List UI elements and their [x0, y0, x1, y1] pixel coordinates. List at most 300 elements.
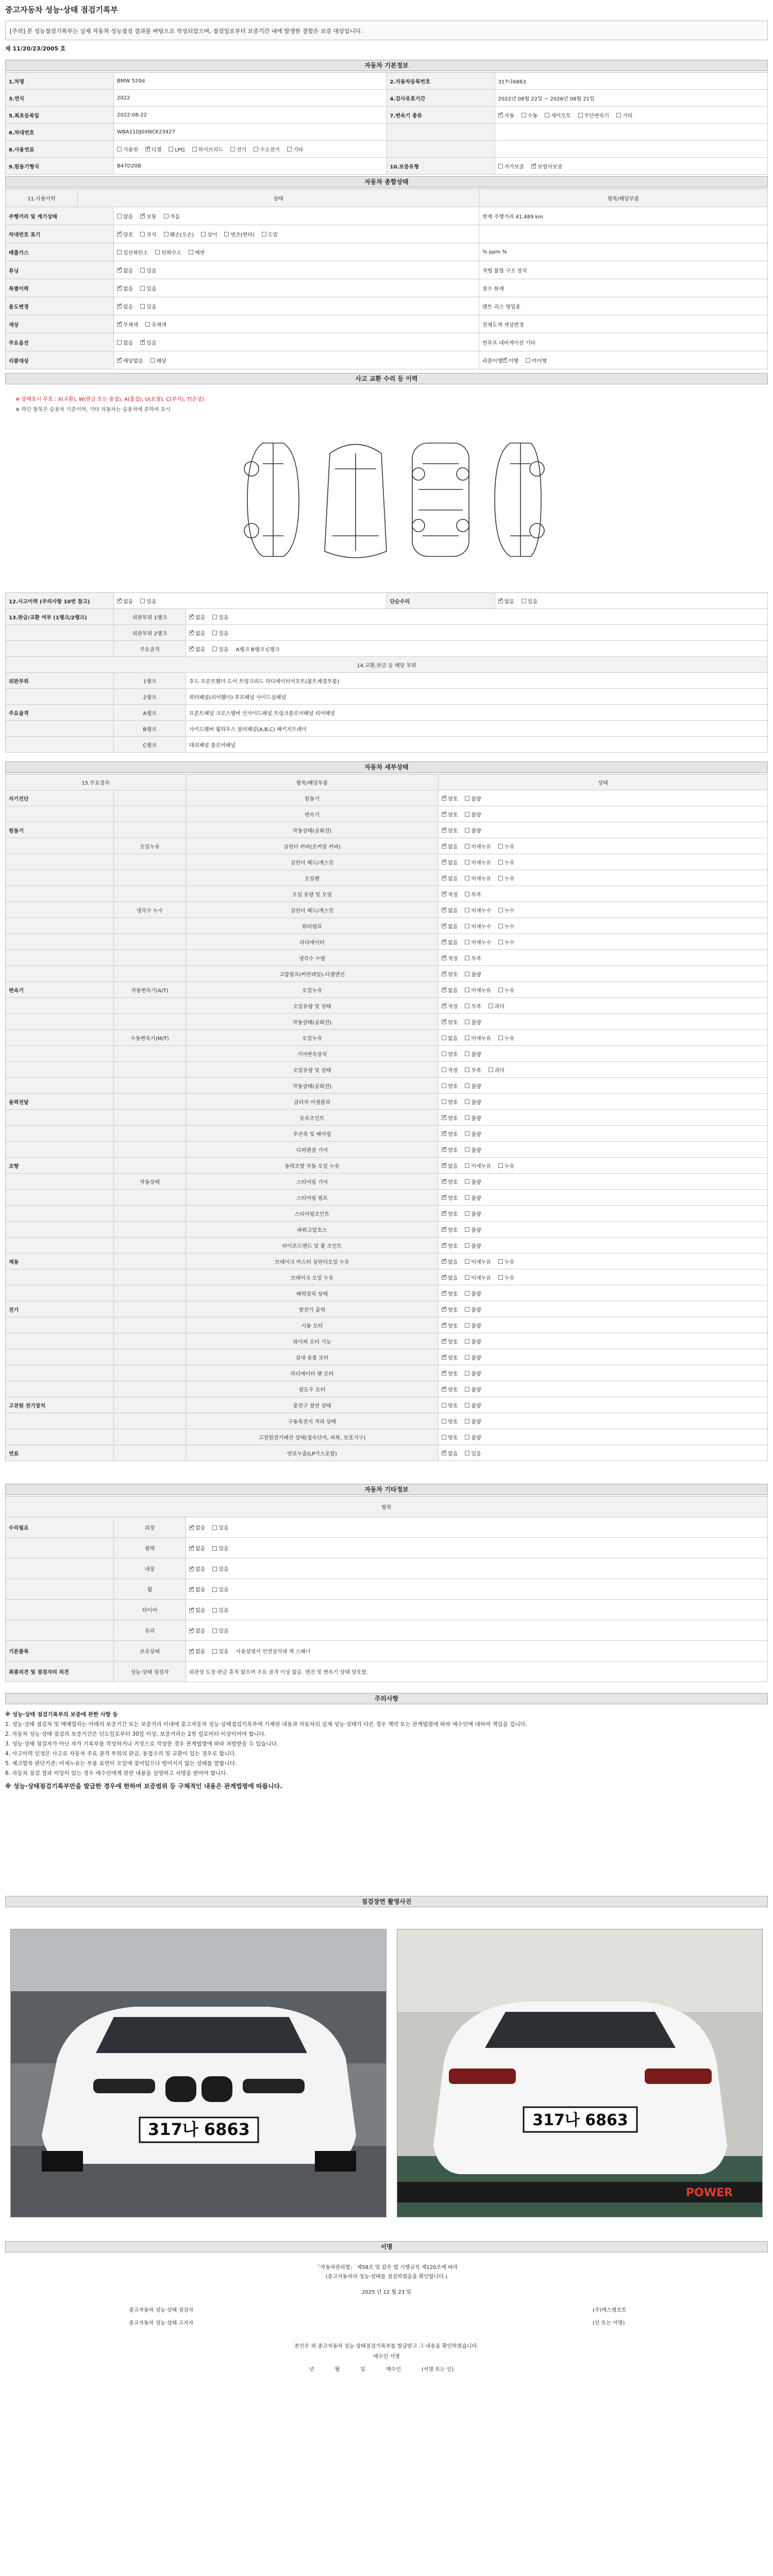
checkbox[interactable] — [465, 1387, 469, 1392]
checkbox[interactable] — [442, 1259, 446, 1264]
checkbox[interactable] — [465, 1451, 469, 1455]
checkbox[interactable] — [442, 1275, 446, 1280]
detail-option[interactable]: ✓ 양호 — [442, 1148, 458, 1154]
checkbox[interactable] — [465, 1323, 469, 1328]
checkbox[interactable] — [465, 1291, 469, 1296]
checkbox[interactable] — [498, 876, 503, 880]
checkbox[interactable] — [442, 1355, 446, 1360]
other-option[interactable]: 있음 — [212, 1587, 228, 1593]
detail-option[interactable]: 불량 — [465, 1435, 481, 1441]
warranty-option[interactable]: 자가보증 — [498, 164, 525, 170]
checkbox[interactable] — [155, 250, 160, 255]
checkbox[interactable] — [465, 1099, 469, 1104]
detail-option[interactable]: ✓ 양호 — [442, 1355, 458, 1361]
detail-option[interactable]: 불량 — [465, 828, 481, 834]
detail-option[interactable]: 양호 — [442, 1403, 458, 1409]
detail-option[interactable]: 양호 — [442, 1052, 458, 1058]
checkbox[interactable] — [189, 615, 194, 619]
detail-option[interactable]: ✓ 양호 — [442, 1324, 458, 1329]
general-option[interactable]: 도말 — [262, 232, 278, 238]
checkbox[interactable] — [117, 214, 122, 218]
transmission-option[interactable]: 무단변속기 — [578, 113, 609, 119]
fuel-option[interactable]: 전기 — [230, 147, 246, 153]
detail-option[interactable]: 불량 — [465, 1371, 481, 1377]
detail-option[interactable]: 불량 — [465, 1052, 481, 1058]
detail-option[interactable]: ✓ 없음 — [442, 1276, 458, 1281]
checkbox[interactable] — [212, 631, 217, 635]
checkbox[interactable] — [465, 1067, 469, 1072]
checkbox[interactable] — [189, 1546, 194, 1551]
checkbox[interactable] — [189, 1567, 194, 1571]
checkbox[interactable] — [442, 1115, 446, 1120]
checkbox[interactable] — [442, 1387, 446, 1392]
other-option[interactable]: 있음 — [212, 1608, 228, 1614]
detail-option[interactable]: ✓ 없음 — [442, 1451, 458, 1457]
checkbox[interactable] — [442, 1195, 446, 1200]
fuel-option[interactable]: 가솔린 — [117, 147, 138, 153]
checkbox[interactable] — [465, 844, 469, 849]
detail-option[interactable]: 누유 — [498, 1164, 514, 1170]
detail-option[interactable]: ✓ 없음 — [442, 988, 458, 994]
transmission-option[interactable]: ✓ 자동 — [498, 113, 514, 119]
checkbox[interactable] — [465, 1083, 469, 1088]
fuel-option[interactable]: LPG — [169, 147, 184, 153]
checkbox[interactable] — [498, 844, 503, 849]
checkbox[interactable] — [498, 988, 503, 992]
detail-option[interactable]: 양호 — [442, 1435, 458, 1441]
detail-option[interactable]: 미세누유 — [465, 1164, 491, 1170]
checkbox[interactable] — [140, 286, 145, 291]
detail-option[interactable]: ✓ 양호 — [442, 1212, 458, 1217]
checkbox[interactable] — [117, 322, 122, 327]
checkbox[interactable] — [442, 924, 446, 928]
detail-option[interactable]: 누수 — [498, 924, 514, 930]
general-option[interactable]: ✓ 있음 — [140, 341, 156, 346]
detail-option[interactable]: ✓ 양호 — [442, 1116, 458, 1122]
checkbox[interactable] — [442, 956, 446, 960]
checkbox[interactable] — [164, 214, 169, 218]
general-option[interactable]: 있음 — [140, 268, 156, 274]
fuel-option[interactable]: 기타 — [287, 147, 303, 153]
checkbox[interactable] — [212, 1608, 217, 1613]
checkbox[interactable] — [189, 1608, 194, 1613]
checkbox[interactable] — [442, 1083, 446, 1088]
checkbox[interactable] — [465, 1131, 469, 1136]
detail-option[interactable]: 양호 — [442, 1100, 458, 1106]
general-option[interactable]: 유채색 — [145, 323, 166, 328]
checkbox[interactable] — [442, 1179, 446, 1184]
detail-option[interactable]: 불량 — [465, 1116, 481, 1122]
general-option[interactable]: ✓ 없음 — [117, 286, 133, 292]
accident-option[interactable]: ✓ 없음 — [189, 631, 205, 637]
checkbox[interactable] — [578, 113, 583, 117]
fuel-option[interactable]: 수소전기 — [254, 147, 280, 153]
repair-option[interactable]: 있음 — [522, 599, 537, 605]
checkbox[interactable] — [254, 147, 258, 151]
checkbox[interactable] — [442, 844, 446, 849]
detail-option[interactable]: 과다 — [489, 1004, 505, 1010]
general-option[interactable]: 많음 — [117, 214, 133, 220]
other-option[interactable]: 있음 — [212, 1567, 228, 1572]
checkbox[interactable] — [465, 1115, 469, 1120]
detail-option[interactable]: 불량 — [465, 1180, 481, 1185]
checkbox[interactable] — [465, 892, 469, 896]
checkbox[interactable] — [465, 1211, 469, 1216]
checkbox[interactable] — [465, 796, 469, 801]
repair-option[interactable]: ✓ 없음 — [498, 599, 514, 605]
checkbox[interactable] — [212, 1649, 217, 1654]
recall-option[interactable]: ✓ 이행 — [502, 359, 518, 364]
detail-option[interactable]: 미세누유 — [465, 988, 491, 994]
checkbox[interactable] — [442, 1243, 446, 1248]
checkbox[interactable] — [140, 340, 145, 345]
detail-option[interactable]: ✓ 없음 — [442, 908, 458, 914]
general-option[interactable]: ✓ 없음 — [117, 304, 133, 310]
general-option[interactable]: ✓ 양호 — [117, 232, 133, 238]
detail-option[interactable]: 누유 — [498, 1036, 514, 1042]
general-option[interactable]: ✓ 없음 — [117, 268, 133, 274]
fuel-option[interactable]: 하이브리드 — [192, 147, 223, 153]
accident-option[interactable]: ✓ 없음 — [189, 615, 205, 621]
checkbox[interactable] — [465, 908, 469, 912]
checkbox[interactable] — [442, 1036, 446, 1040]
checkbox[interactable] — [164, 232, 169, 236]
checkbox[interactable] — [117, 268, 122, 273]
checkbox[interactable] — [522, 599, 526, 603]
checkbox[interactable] — [442, 892, 446, 896]
checkbox[interactable] — [489, 1004, 493, 1008]
checkbox[interactable] — [465, 860, 469, 865]
other-option[interactable]: 있음 — [212, 1629, 228, 1634]
general-option[interactable]: 탄화수소 — [155, 250, 181, 256]
detail-option[interactable]: 불량 — [465, 1244, 481, 1249]
detail-option[interactable]: 누유 — [498, 844, 514, 850]
detail-option[interactable]: ✓ 적정 — [442, 1004, 458, 1010]
detail-option[interactable]: ✓ 없음 — [442, 1260, 458, 1265]
detail-option[interactable]: 불량 — [465, 796, 481, 802]
checkbox[interactable] — [465, 1036, 469, 1040]
detail-option[interactable]: 부족 — [465, 892, 481, 898]
accident-option[interactable]: 있음 — [140, 599, 156, 605]
checkbox[interactable] — [262, 232, 266, 236]
checkbox[interactable] — [442, 908, 446, 912]
detail-option[interactable]: 미세누유 — [465, 860, 491, 866]
detail-option[interactable]: 누유 — [498, 1276, 514, 1281]
checkbox[interactable] — [150, 358, 155, 363]
checkbox[interactable] — [442, 1323, 446, 1328]
checkbox[interactable] — [465, 940, 469, 944]
checkbox[interactable] — [189, 631, 194, 635]
checkbox[interactable] — [189, 250, 193, 255]
detail-option[interactable]: 불량 — [465, 1020, 481, 1026]
checkbox[interactable] — [117, 358, 122, 363]
transmission-option[interactable]: 세미오토 — [545, 113, 571, 119]
checkbox[interactable] — [224, 232, 229, 236]
detail-option[interactable]: ✓ 양호 — [442, 1132, 458, 1138]
detail-option[interactable]: 불량 — [465, 1132, 481, 1138]
detail-option[interactable]: 불량 — [465, 812, 481, 818]
general-option[interactable]: 있음 — [140, 304, 156, 310]
detail-option[interactable]: 불량 — [465, 1212, 481, 1217]
detail-option[interactable]: ✓ 적정 — [442, 956, 458, 962]
checkbox[interactable] — [189, 1587, 194, 1592]
detail-option[interactable]: ✓ 양호 — [442, 1196, 458, 1201]
checkbox[interactable] — [531, 164, 536, 168]
checkbox[interactable] — [465, 812, 469, 817]
detail-option[interactable]: ✓ 양호 — [442, 1020, 458, 1026]
checkbox[interactable] — [465, 1052, 469, 1056]
checkbox[interactable] — [442, 1339, 446, 1344]
detail-option[interactable]: 불량 — [465, 1419, 481, 1425]
detail-option[interactable]: 양호 — [442, 1084, 458, 1090]
checkbox[interactable] — [189, 1526, 194, 1530]
checkbox[interactable] — [442, 972, 446, 976]
detail-option[interactable]: ✓ 없음 — [442, 940, 458, 946]
checkbox[interactable] — [212, 1629, 217, 1633]
checkbox[interactable] — [465, 1227, 469, 1232]
checkbox[interactable] — [498, 940, 503, 944]
checkbox[interactable] — [465, 988, 469, 992]
checkbox[interactable] — [140, 268, 145, 273]
checkbox[interactable] — [117, 250, 122, 255]
checkbox[interactable] — [442, 988, 446, 992]
checkbox[interactable] — [465, 1307, 469, 1312]
detail-option[interactable]: 불량 — [465, 1196, 481, 1201]
detail-option[interactable]: 불량 — [465, 1228, 481, 1233]
detail-option[interactable]: 적정 — [442, 1068, 458, 1074]
checkbox[interactable] — [498, 1275, 503, 1280]
detail-option[interactable]: ✓ 양호 — [442, 1292, 458, 1297]
detail-option[interactable]: ✓ 양호 — [442, 1244, 458, 1249]
checkbox[interactable] — [489, 1067, 493, 1072]
checkbox[interactable] — [442, 1403, 446, 1408]
checkbox[interactable] — [442, 860, 446, 865]
detail-option[interactable]: 불량 — [465, 1340, 481, 1345]
general-option[interactable]: 훼손(오손) — [164, 232, 194, 238]
detail-option[interactable]: ✓ 양호 — [442, 828, 458, 834]
general-option[interactable]: 매연 — [189, 250, 205, 256]
detail-option[interactable]: 불량 — [465, 1148, 481, 1154]
general-option[interactable]: ✓ 해당없음 — [117, 359, 143, 364]
transmission-option[interactable]: 수동 — [522, 113, 537, 119]
detail-option[interactable]: 누유 — [498, 1260, 514, 1265]
general-option[interactable]: 있음 — [140, 286, 156, 292]
detail-option[interactable]: 미세누수 — [465, 908, 491, 914]
checkbox[interactable] — [287, 147, 292, 151]
checkbox[interactable] — [189, 1649, 194, 1654]
detail-option[interactable]: ✓ 적정 — [442, 892, 458, 898]
detail-option[interactable]: 부족 — [465, 956, 481, 962]
checkbox[interactable] — [442, 1131, 446, 1136]
checkbox[interactable] — [498, 164, 503, 168]
checkbox[interactable] — [465, 1435, 469, 1439]
detail-option[interactable]: ✓ 없음 — [442, 860, 458, 866]
accident-option[interactable]: 있음 — [212, 647, 228, 653]
checkbox[interactable] — [442, 1004, 446, 1008]
checkbox[interactable] — [465, 1020, 469, 1024]
checkbox[interactable] — [465, 1163, 469, 1168]
checkbox[interactable] — [465, 1147, 469, 1152]
recall-option[interactable]: 미이행 — [526, 359, 547, 364]
checkbox[interactable] — [442, 1147, 446, 1152]
detail-option[interactable]: 미세누유 — [465, 1260, 491, 1265]
detail-option[interactable]: 미세누유 — [465, 876, 491, 882]
detail-option[interactable]: 불량 — [465, 1403, 481, 1409]
checkbox[interactable] — [212, 1587, 217, 1592]
checkbox[interactable] — [465, 1243, 469, 1248]
checkbox[interactable] — [465, 1179, 469, 1184]
checkbox[interactable] — [442, 1371, 446, 1376]
detail-option[interactable]: 누수 — [498, 908, 514, 914]
detail-option[interactable]: ✓ 양호 — [442, 796, 458, 802]
checkbox[interactable] — [465, 1419, 469, 1423]
checkbox[interactable] — [465, 876, 469, 880]
detail-option[interactable]: 불량 — [465, 1308, 481, 1313]
checkbox[interactable] — [526, 358, 530, 363]
detail-option[interactable]: ✓ 양호 — [442, 972, 458, 978]
checkbox[interactable] — [230, 147, 235, 151]
general-option[interactable]: ✓ 무채색 — [117, 323, 138, 328]
checkbox[interactable] — [498, 860, 503, 865]
detail-option[interactable]: 누유 — [498, 988, 514, 994]
general-option[interactable]: 일산화탄소 — [117, 250, 148, 256]
checkbox[interactable] — [442, 1227, 446, 1232]
checkbox[interactable] — [442, 1052, 446, 1056]
other-option[interactable]: 있음 — [212, 1649, 228, 1655]
checkbox[interactable] — [442, 1020, 446, 1024]
checkbox[interactable] — [465, 1259, 469, 1264]
detail-option[interactable]: 불량 — [465, 1084, 481, 1090]
general-option[interactable]: 없음 — [117, 341, 133, 346]
checkbox[interactable] — [442, 1435, 446, 1439]
detail-option[interactable]: 양호 — [442, 1419, 458, 1425]
checkbox[interactable] — [442, 1163, 446, 1168]
checkbox[interactable] — [189, 1629, 194, 1633]
checkbox[interactable] — [442, 1067, 446, 1072]
checkbox[interactable] — [212, 647, 217, 651]
general-option[interactable]: 변조(변타) — [224, 232, 254, 238]
checkbox[interactable] — [201, 232, 206, 236]
other-option[interactable]: ✓ 없음 — [189, 1629, 205, 1634]
checkbox[interactable] — [117, 340, 122, 345]
checkbox[interactable] — [465, 1371, 469, 1376]
detail-option[interactable]: 없음 — [442, 1036, 458, 1042]
detail-option[interactable]: 미세누유 — [465, 1036, 491, 1042]
detail-option[interactable]: ✓ 없음 — [442, 924, 458, 930]
detail-option[interactable]: 불량 — [465, 1387, 481, 1393]
detail-option[interactable]: 불량 — [465, 1355, 481, 1361]
checkbox[interactable] — [498, 924, 503, 928]
checkbox[interactable] — [145, 322, 150, 327]
detail-option[interactable]: 불량 — [465, 1292, 481, 1297]
checkbox[interactable] — [212, 1546, 217, 1551]
general-option[interactable]: 상이 — [201, 232, 217, 238]
detail-option[interactable]: ✓ 양호 — [442, 1228, 458, 1233]
other-option[interactable]: 있음 — [212, 1526, 228, 1531]
checkbox[interactable] — [212, 615, 217, 619]
checkbox[interactable] — [140, 214, 145, 218]
detail-option[interactable]: 미세누수 — [465, 924, 491, 930]
checkbox[interactable] — [442, 876, 446, 880]
checkbox[interactable] — [442, 940, 446, 944]
checkbox[interactable] — [465, 1403, 469, 1408]
detail-option[interactable]: ✓ 양호 — [442, 1308, 458, 1313]
fuel-option[interactable]: ✓ 디젤 — [145, 147, 161, 153]
checkbox[interactable] — [169, 147, 173, 151]
checkbox[interactable] — [442, 1451, 446, 1455]
detail-option[interactable]: ✓ 양호 — [442, 1371, 458, 1377]
checkbox[interactable] — [498, 1163, 503, 1168]
checkbox[interactable] — [442, 812, 446, 817]
checkbox[interactable] — [498, 1259, 503, 1264]
checkbox[interactable] — [442, 828, 446, 833]
checkbox[interactable] — [522, 113, 526, 117]
checkbox[interactable] — [442, 1099, 446, 1104]
detail-option[interactable]: ✓ 없음 — [442, 1164, 458, 1170]
checkbox[interactable] — [212, 1567, 217, 1571]
checkbox[interactable] — [465, 1275, 469, 1280]
checkbox[interactable] — [442, 1211, 446, 1216]
general-option[interactable]: 적음 — [164, 214, 180, 220]
checkbox[interactable] — [117, 232, 122, 236]
detail-option[interactable]: 불량 — [465, 1324, 481, 1329]
checkbox[interactable] — [498, 113, 503, 117]
checkbox[interactable] — [545, 113, 549, 117]
other-option[interactable]: ✓ 없음 — [189, 1649, 205, 1655]
transmission-option[interactable]: 기타 — [616, 113, 632, 119]
checkbox[interactable] — [192, 147, 197, 151]
other-option[interactable]: 있음 — [212, 1546, 228, 1552]
general-option[interactable]: 해당 — [150, 359, 166, 364]
detail-option[interactable]: ✓ 양호 — [442, 1387, 458, 1393]
checkbox[interactable] — [502, 358, 507, 363]
detail-option[interactable]: 미세누유 — [465, 1276, 491, 1281]
detail-option[interactable]: 불량 — [465, 972, 481, 978]
checkbox[interactable] — [117, 599, 122, 603]
detail-option[interactable]: ✓ 없음 — [442, 876, 458, 882]
checkbox[interactable] — [442, 1291, 446, 1296]
checkbox[interactable] — [465, 956, 469, 960]
checkbox[interactable] — [140, 599, 145, 603]
checkbox[interactable] — [189, 647, 194, 651]
checkbox[interactable] — [442, 1419, 446, 1423]
detail-option[interactable]: 과다 — [489, 1068, 505, 1074]
checkbox[interactable] — [117, 286, 122, 291]
checkbox[interactable] — [117, 147, 122, 151]
detail-option[interactable]: 미세누유 — [465, 844, 491, 850]
detail-option[interactable]: 누수 — [498, 940, 514, 946]
accident-option[interactable]: 있음 — [212, 615, 228, 621]
checkbox[interactable] — [465, 1339, 469, 1344]
general-option[interactable]: ✓ 보통 — [140, 214, 156, 220]
checkbox[interactable] — [140, 232, 145, 236]
checkbox[interactable] — [117, 304, 122, 309]
checkbox[interactable] — [498, 599, 503, 603]
checkbox[interactable] — [145, 147, 150, 151]
checkbox[interactable] — [498, 908, 503, 912]
detail-option[interactable]: 부족 — [465, 1004, 481, 1010]
general-option[interactable]: 부식 — [140, 232, 156, 238]
other-option[interactable]: ✓ 없음 — [189, 1546, 205, 1552]
checkbox[interactable] — [140, 304, 145, 309]
checkbox[interactable] — [465, 1195, 469, 1200]
checkbox[interactable] — [498, 1036, 503, 1040]
checkbox[interactable] — [465, 828, 469, 833]
detail-option[interactable]: 누유 — [498, 860, 514, 866]
detail-option[interactable]: ✓ 양호 — [442, 1340, 458, 1345]
checkbox[interactable] — [465, 924, 469, 928]
warranty-option[interactable]: ✓ 보험사보증 — [531, 164, 562, 170]
